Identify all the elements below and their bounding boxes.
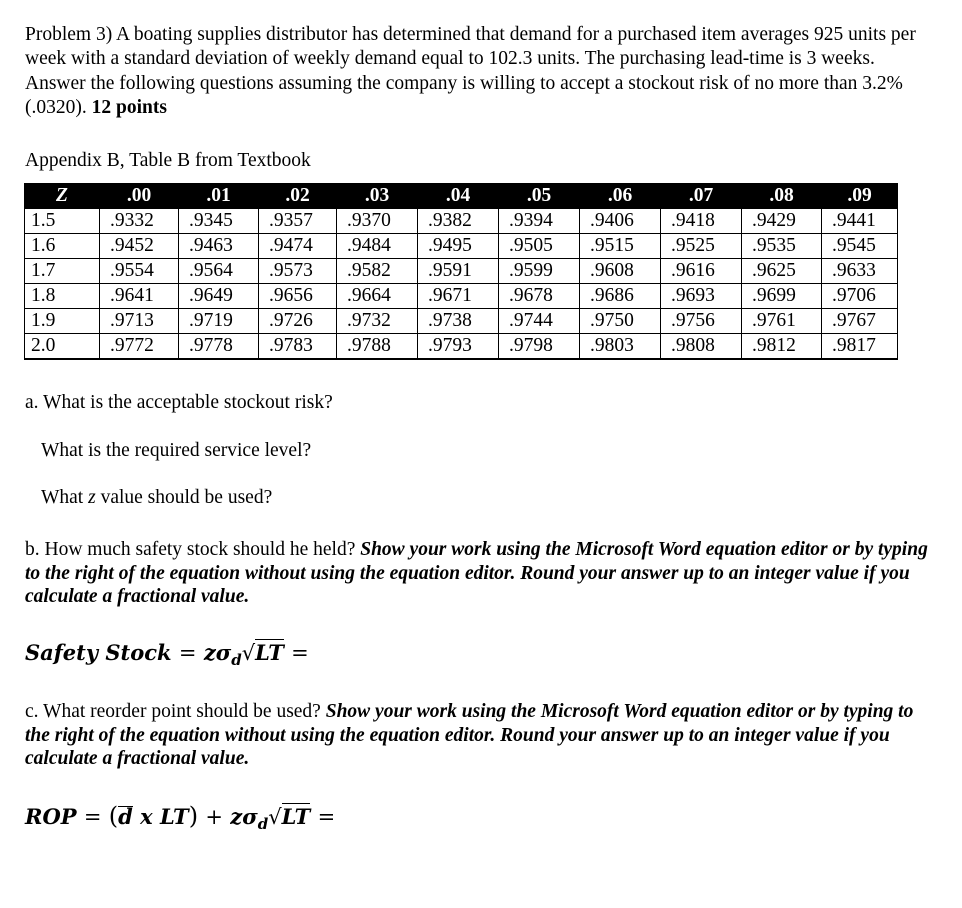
- z-table-cell: .9649: [179, 284, 259, 309]
- z-table-cell: .9732: [337, 309, 418, 334]
- z-table-cell: .9793: [418, 334, 499, 360]
- z-table-row: [25, 309, 898, 334]
- z-table-row: [25, 334, 898, 360]
- question-c-text: c. What reorder point should be used?: [25, 701, 326, 722]
- rop-label: ROP: [25, 804, 77, 829]
- z-table-cell: .9767: [822, 309, 898, 334]
- z-table-header: .05: [499, 184, 580, 209]
- z-table-header: .06: [580, 184, 661, 209]
- z-table-cell: .9515: [580, 234, 661, 259]
- problem-text: Problem 3) A boating supplies distributor has determined that demand for a purchased item averages 925 units per week with a standard deviation of weekly demand equal to 102.3 units. The purchasing lead-time is 3 weeks. Answer the following questions assuming the company is willing to accept a stockout risk of no more than 3.2% (.0320).: [25, 24, 916, 118]
- z-table-cell: .9545: [822, 234, 898, 259]
- z-table-cell: .9803: [580, 334, 661, 360]
- z-table-cell: .9671: [418, 284, 499, 309]
- z-table-row: [25, 234, 898, 259]
- z-table-cell: .9726: [259, 309, 337, 334]
- z-table-row-label: 1.5: [25, 209, 100, 234]
- z-table-cell: .9406: [580, 209, 661, 234]
- safety-stock-label: Safety Stock: [25, 640, 172, 665]
- safety-stock-sub: d: [231, 651, 242, 669]
- z-table-cell: .9744: [499, 309, 580, 334]
- safety-stock-z-sigma: zσ: [203, 640, 232, 665]
- z-table-header: .00: [100, 184, 179, 209]
- z-table-cell: .9382: [418, 209, 499, 234]
- z-table-header: .07: [661, 184, 742, 209]
- z-table-cell: .9357: [259, 209, 337, 234]
- z-table-row-label: 2.0: [25, 334, 100, 360]
- z-table-header-row: [25, 184, 898, 209]
- problem-statement: [25, 23, 930, 120]
- problem-points: 12 points: [91, 96, 167, 118]
- z-table-cell: .9817: [822, 334, 898, 360]
- z-table-cell: .9332: [100, 209, 179, 234]
- z-table-cell: .9535: [742, 234, 822, 259]
- z-table-row: [25, 259, 898, 284]
- z-table-header: .03: [337, 184, 418, 209]
- z-table-cell: .9656: [259, 284, 337, 309]
- z-table-row-label: 1.7: [25, 259, 100, 284]
- z-table-cell: .9778: [179, 334, 259, 360]
- z-table-cell: .9441: [822, 209, 898, 234]
- rop-z-sigma: zσ: [230, 804, 258, 829]
- question-b-text: b. How much safety stock should he held?: [25, 539, 361, 560]
- z-table-cell: .9474: [259, 234, 337, 259]
- question-a-service-level: What is the required service level?: [41, 440, 312, 461]
- z-table-header: .09: [822, 184, 898, 209]
- z-table-cell: .9756: [661, 309, 742, 334]
- z-table-header: .01: [179, 184, 259, 209]
- z-table-cell: .9719: [179, 309, 259, 334]
- z-table-header: Z: [25, 184, 100, 209]
- z-table-cell: .9625: [742, 259, 822, 284]
- question-b-instructions: Show your work using the Microsoft Word equation editor or by typing to the right of the equation without using the equation editor. Round your answer up to an integer value if you calculate a fractional value.: [25, 539, 928, 607]
- z-table-cell: .9429: [742, 209, 822, 234]
- z-table: [24, 183, 898, 360]
- rop-x: x: [140, 804, 153, 829]
- rop-lt: LT: [160, 804, 189, 829]
- question-a-stockout-risk: a. What is the acceptable stockout risk?: [25, 392, 333, 413]
- safety-stock-equation: Safety Stock = $z\sigma_d√LT$ =: [25, 640, 309, 669]
- z-table-cell: .9678: [499, 284, 580, 309]
- z-table-cell: .9505: [499, 234, 580, 259]
- z-table-cell: .9608: [580, 259, 661, 284]
- z-table-row: [25, 284, 898, 309]
- z-table-cell: .9418: [661, 209, 742, 234]
- z-table-row-label: 1.9: [25, 309, 100, 334]
- z-table-cell: .9783: [259, 334, 337, 360]
- z-table-header: .04: [418, 184, 499, 209]
- z-table-row-label: 1.8: [25, 284, 100, 309]
- z-table-cell: .9582: [337, 259, 418, 284]
- z-table-cell: .9452: [100, 234, 179, 259]
- appendix-title: Appendix B, Table B from Textbook: [25, 150, 311, 171]
- z-table-cell: .9633: [822, 259, 898, 284]
- question-a-z-prefix: What: [41, 487, 89, 508]
- z-table-cell: .9706: [822, 284, 898, 309]
- rop-equation: ROP = (d x $LT) + z\sigma_d√LT$ =: [25, 802, 336, 833]
- z-table-cell: .9641: [100, 284, 179, 309]
- z-table-cell: .9484: [337, 234, 418, 259]
- z-table-header: .02: [259, 184, 337, 209]
- z-table-cell: .9788: [337, 334, 418, 360]
- question-c: [25, 700, 930, 771]
- z-table-cell: .9738: [418, 309, 499, 334]
- z-table-cell: .9554: [100, 259, 179, 284]
- z-table-cell: .9591: [418, 259, 499, 284]
- z-table-cell: .9573: [259, 259, 337, 284]
- z-table-cell: .9345: [179, 209, 259, 234]
- z-table-cell: .9750: [580, 309, 661, 334]
- z-table-cell: .9808: [661, 334, 742, 360]
- z-table-header: .08: [742, 184, 822, 209]
- z-table-cell: .9616: [661, 259, 742, 284]
- safety-stock-root: LT: [255, 640, 284, 665]
- z-table-cell: .9394: [499, 209, 580, 234]
- z-table-row-label: 1.6: [25, 234, 100, 259]
- question-b: [25, 538, 930, 609]
- rop-sub: d: [257, 815, 269, 833]
- question-a-z-value: [41, 487, 272, 509]
- z-table-cell: .9525: [661, 234, 742, 259]
- question-a-z-var: z: [88, 487, 96, 508]
- z-table-cell: .9599: [499, 259, 580, 284]
- rop-dbar: d: [118, 804, 133, 829]
- z-table-cell: .9664: [337, 284, 418, 309]
- z-table-cell: .9812: [742, 334, 822, 360]
- z-table-cell: .9761: [742, 309, 822, 334]
- z-table-cell: .9686: [580, 284, 661, 309]
- question-a-z-suffix: value should be used?: [95, 487, 273, 508]
- z-table-cell: .9495: [418, 234, 499, 259]
- z-table-cell: .9370: [337, 209, 418, 234]
- z-table-cell: .9772: [100, 334, 179, 360]
- z-table-cell: .9463: [179, 234, 259, 259]
- z-table-cell: .9699: [742, 284, 822, 309]
- rop-root: LT: [281, 804, 311, 829]
- z-table-cell: .9713: [100, 309, 179, 334]
- question-c-instructions: Show your work using the Microsoft Word equation editor or by typing to the right of the equation without using the equation editor. Round your answer up to an integer value if you calculate a fractional value.: [25, 701, 914, 769]
- z-table-row: [25, 209, 898, 234]
- z-table-cell: .9564: [179, 259, 259, 284]
- z-table-cell: .9693: [661, 284, 742, 309]
- z-table-cell: .9798: [499, 334, 580, 360]
